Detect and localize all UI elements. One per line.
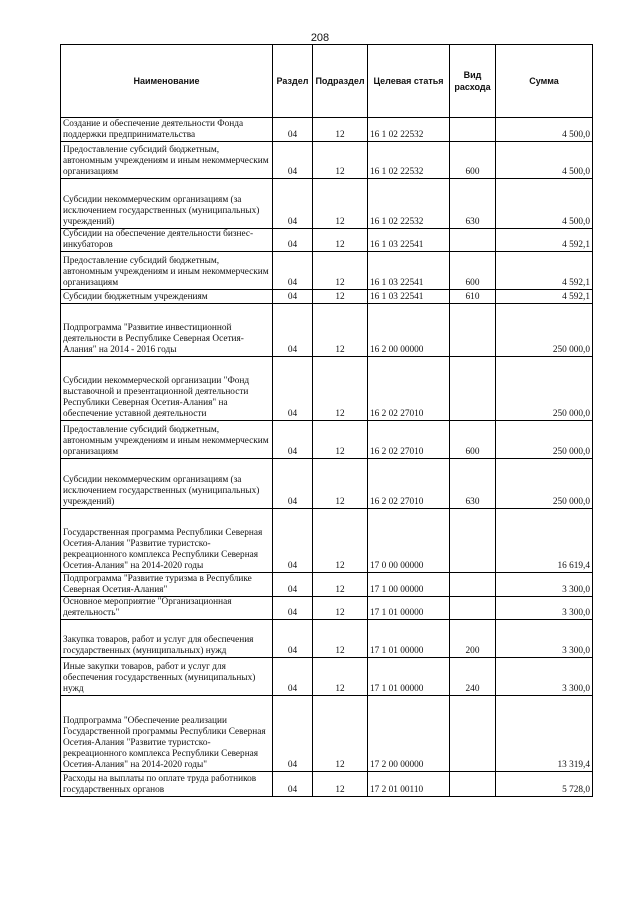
cell-razdel: 04 xyxy=(273,229,313,252)
cell-statya: 16 2 02 27010 xyxy=(368,459,450,509)
cell-razdel: 04 xyxy=(273,573,313,597)
table-row xyxy=(61,229,593,252)
cell-podrazdel: 12 xyxy=(313,179,368,229)
table-row xyxy=(61,252,593,290)
cell-summa: 4 500,0 xyxy=(496,142,593,179)
cell-razdel: 04 xyxy=(273,142,313,179)
table-row xyxy=(61,658,593,696)
cell-podrazdel: 12 xyxy=(313,772,368,797)
cell-vid: 610 xyxy=(450,290,496,304)
cell-vid: 600 xyxy=(450,142,496,179)
cell-summa: 4 592,1 xyxy=(496,229,593,252)
cell-podrazdel: 12 xyxy=(313,459,368,509)
cell-statya: 17 1 01 00000 xyxy=(368,658,450,696)
cell-podrazdel: 12 xyxy=(313,357,368,421)
cell-vid: 630 xyxy=(450,179,496,229)
cell-name: Подпрограмма "Развитие туризма в Республике Северная Осетия-Алания" xyxy=(61,573,273,597)
cell-name: Основное мероприятие "Организационная деятельность" xyxy=(61,597,273,620)
cell-statya: 16 1 03 22541 xyxy=(368,290,450,304)
cell-razdel: 04 xyxy=(273,252,313,290)
cell-summa: 16 619,4 xyxy=(496,509,593,573)
cell-vid xyxy=(450,696,496,772)
table-row xyxy=(61,620,593,658)
cell-statya: 17 0 00 00000 xyxy=(368,509,450,573)
cell-name: Субсидии некоммерческим организациям (за исключением государственных (муниципальных) учреждений) xyxy=(61,179,273,229)
cell-name: Создание и обеспечение деятельности Фонда поддержки предпринимательства xyxy=(61,118,273,142)
table-row xyxy=(61,459,593,509)
cell-summa: 13 319,4 xyxy=(496,696,593,772)
cell-podrazdel: 12 xyxy=(313,696,368,772)
cell-statya: 16 1 03 22541 xyxy=(368,229,450,252)
cell-podrazdel: 12 xyxy=(313,509,368,573)
cell-vid xyxy=(450,118,496,142)
table-row xyxy=(61,573,593,597)
cell-podrazdel: 12 xyxy=(313,573,368,597)
table-row xyxy=(61,696,593,772)
cell-name: Субсидии некоммерческим организациям (за исключением государственных (муниципальных) учреждений) xyxy=(61,459,273,509)
cell-name: Предоставление субсидий бюджетным, автономным учреждениям и иным некоммерческим организациям xyxy=(61,252,273,290)
cell-vid: 630 xyxy=(450,459,496,509)
cell-razdel: 04 xyxy=(273,304,313,357)
cell-statya: 16 1 02 22532 xyxy=(368,179,450,229)
cell-podrazdel: 12 xyxy=(313,290,368,304)
table-row xyxy=(61,357,593,421)
cell-summa: 3 300,0 xyxy=(496,597,593,620)
header-name: Наименование xyxy=(61,45,273,118)
cell-summa: 4 500,0 xyxy=(496,118,593,142)
cell-razdel: 04 xyxy=(273,459,313,509)
table-row xyxy=(61,304,593,357)
cell-statya: 17 1 00 00000 xyxy=(368,573,450,597)
cell-name: Подпрограмма "Развитие инвестиционной деятельности в Республике Северная Осетия-Алания" на 2014 - 2016 годы xyxy=(61,304,273,357)
cell-name: Субсидии бюджетным учреждениям xyxy=(61,290,273,304)
cell-name: Субсидии на обеспечение деятельности бизнес-инкубаторов xyxy=(61,229,273,252)
header-statya: Целевая статья xyxy=(368,45,450,118)
cell-vid xyxy=(450,304,496,357)
cell-summa: 250 000,0 xyxy=(496,421,593,459)
page-number: 208 xyxy=(310,32,330,44)
cell-podrazdel: 12 xyxy=(313,142,368,179)
cell-razdel: 04 xyxy=(273,620,313,658)
cell-summa: 4 592,1 xyxy=(496,290,593,304)
header-razdel: Раздел xyxy=(273,45,313,118)
cell-razdel: 04 xyxy=(273,696,313,772)
cell-razdel: 04 xyxy=(273,357,313,421)
cell-podrazdel: 12 xyxy=(313,620,368,658)
cell-razdel: 04 xyxy=(273,597,313,620)
cell-podrazdel: 12 xyxy=(313,658,368,696)
cell-vid xyxy=(450,597,496,620)
cell-summa: 4 592,1 xyxy=(496,252,593,290)
cell-vid xyxy=(450,573,496,597)
cell-statya: 16 1 02 22532 xyxy=(368,118,450,142)
table-row xyxy=(61,421,593,459)
cell-vid xyxy=(450,509,496,573)
cell-summa: 250 000,0 xyxy=(496,459,593,509)
cell-statya: 17 2 01 00110 xyxy=(368,772,450,797)
header-summa: Сумма xyxy=(496,45,593,118)
cell-summa: 250 000,0 xyxy=(496,304,593,357)
table-row xyxy=(61,118,593,142)
cell-name: Закупка товаров, работ и услуг для обеспечения государственных (муниципальных) нужд xyxy=(61,620,273,658)
cell-statya: 16 2 00 00000 xyxy=(368,304,450,357)
header-row xyxy=(61,45,593,118)
cell-summa: 3 300,0 xyxy=(496,573,593,597)
cell-podrazdel: 12 xyxy=(313,304,368,357)
cell-razdel: 04 xyxy=(273,118,313,142)
cell-razdel: 04 xyxy=(273,421,313,459)
cell-vid xyxy=(450,229,496,252)
table-row xyxy=(61,290,593,304)
cell-podrazdel: 12 xyxy=(313,597,368,620)
cell-statya: 16 1 03 22541 xyxy=(368,252,450,290)
cell-name: Предоставление субсидий бюджетным, автономным учреждениям и иным некоммерческим организациям xyxy=(61,421,273,459)
cell-podrazdel: 12 xyxy=(313,118,368,142)
cell-summa: 5 728,0 xyxy=(496,772,593,797)
header-vid: Вид расхода xyxy=(450,45,496,118)
cell-statya: 16 2 02 27010 xyxy=(368,357,450,421)
cell-podrazdel: 12 xyxy=(313,421,368,459)
cell-statya: 17 2 00 00000 xyxy=(368,696,450,772)
cell-vid: 600 xyxy=(450,252,496,290)
cell-razdel: 04 xyxy=(273,179,313,229)
cell-name: Подпрограмма "Обеспечение реализации Государственной программы Республики Северная Осетия-Алания "Развитие туристско-рекреационного комплекса Республики Северная Осетия-Алания" на 2014-2020 годы" xyxy=(61,696,273,772)
cell-name: Субсидии некоммерческой организации "Фонд выставочной и презентационной деятельности Республики Северная Осетия-Алания" на обеспечение уставной деятельности xyxy=(61,357,273,421)
cell-razdel: 04 xyxy=(273,290,313,304)
table-row xyxy=(61,597,593,620)
cell-vid xyxy=(450,357,496,421)
cell-razdel: 04 xyxy=(273,509,313,573)
cell-summa: 250 000,0 xyxy=(496,357,593,421)
cell-razdel: 04 xyxy=(273,658,313,696)
cell-statya: 16 1 02 22532 xyxy=(368,142,450,179)
cell-name: Предоставление субсидий бюджетным, автономным учреждениям и иным некоммерческим организациям xyxy=(61,142,273,179)
cell-summa: 3 300,0 xyxy=(496,620,593,658)
cell-statya: 16 2 02 27010 xyxy=(368,421,450,459)
cell-vid xyxy=(450,772,496,797)
cell-summa: 4 500,0 xyxy=(496,179,593,229)
cell-razdel: 04 xyxy=(273,772,313,797)
cell-name: Иные закупки товаров, работ и услуг для обеспечения государственных (муниципальных) нужд xyxy=(61,658,273,696)
cell-statya: 17 1 01 00000 xyxy=(368,597,450,620)
cell-vid: 240 xyxy=(450,658,496,696)
cell-vid: 200 xyxy=(450,620,496,658)
cell-vid: 600 xyxy=(450,421,496,459)
header-podrazdel: Подраздел xyxy=(313,45,368,118)
cell-podrazdel: 12 xyxy=(313,252,368,290)
budget-table xyxy=(60,44,593,797)
cell-podrazdel: 12 xyxy=(313,229,368,252)
table-row xyxy=(61,142,593,179)
table-row xyxy=(61,509,593,573)
cell-statya: 17 1 01 00000 xyxy=(368,620,450,658)
cell-name: Государственная программа Республики Северная Осетия-Алания "Развитие туристско-рекреационного комплекса Республики Северная Осетия-Алания" на 2014-2020 годы xyxy=(61,509,273,573)
cell-name: Расходы на выплаты по оплате труда работников государственных органов xyxy=(61,772,273,797)
table-row xyxy=(61,772,593,797)
table-row xyxy=(61,179,593,229)
cell-summa: 3 300,0 xyxy=(496,658,593,696)
